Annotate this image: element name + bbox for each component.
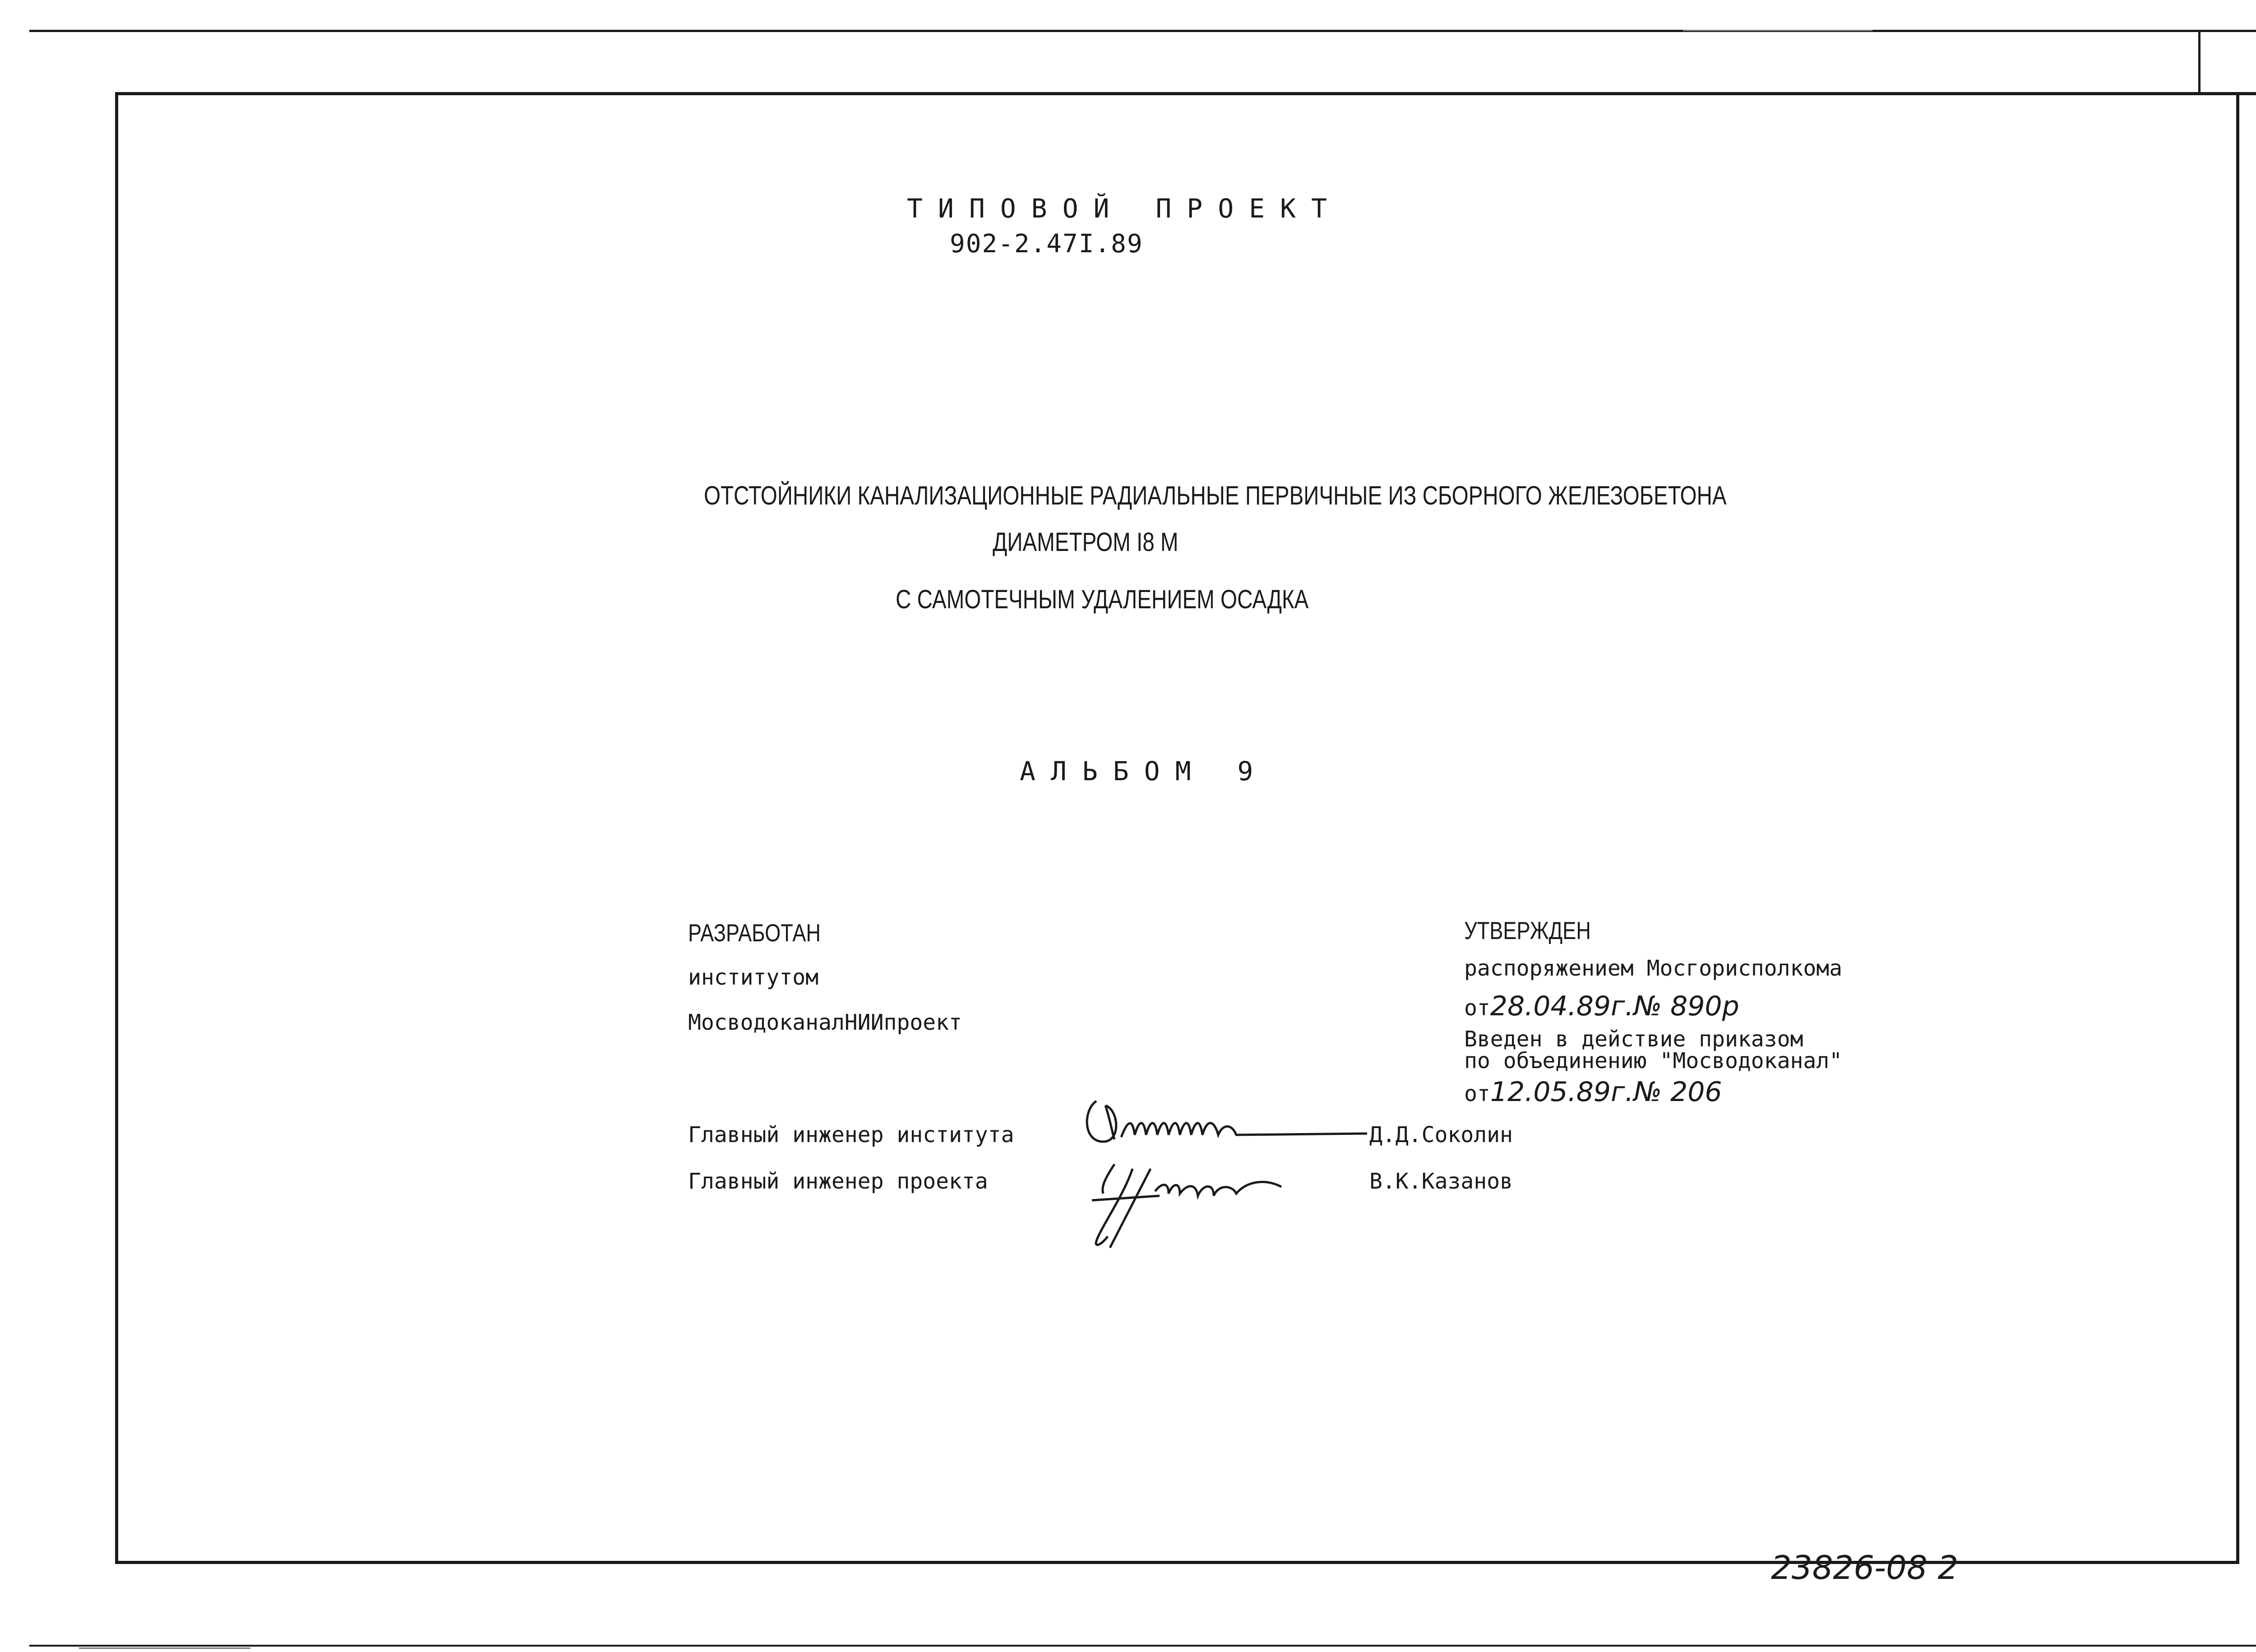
bottom-outer-line	[29, 1645, 2256, 1647]
enacted-organization-line: по объединению "Мосводоканал"	[1464, 1048, 1843, 1074]
document-type-title: ТИПОВОЙ ПРОЕКТ	[907, 193, 1342, 224]
developer-organization: МосводоканалНИИпроект	[688, 1010, 962, 1035]
chief-engineer-institute-name: Д.Д.Соколин	[1369, 1122, 1513, 1148]
frame-top-line	[115, 92, 2256, 95]
frame-left-line	[115, 92, 118, 1564]
approved-order-line: распоряжением Мосгорисполкома	[1464, 956, 1843, 981]
top-edge-mark	[1683, 30, 1872, 31]
approved-date-handwritten: 28.04.89г.№ 890р	[1490, 990, 1739, 1022]
enacted-line: Введен в действие приказом	[1464, 1027, 1803, 1052]
chief-engineer-project-name: В.К.Казанов	[1369, 1169, 1513, 1194]
project-number: 902-2.47I.89	[950, 229, 1143, 259]
enacted-date-prefix: от	[1464, 1081, 1490, 1106]
bottom-edge-mark	[79, 1647, 250, 1649]
chief-engineer-institute-label: Главный инженер института	[688, 1122, 1014, 1148]
approved-date-line	[1464, 990, 1739, 1022]
signature-sokolin	[1078, 1092, 1376, 1155]
top-border-line	[29, 30, 2256, 32]
enacted-date-line	[1464, 1076, 1722, 1108]
developed-heading: РАЗРАБОТАН	[688, 919, 821, 947]
main-title-line-1: ОТСТОЙНИКИ КАНАЛИЗАЦИОННЫЕ РАДИАЛЬНЫЕ ПЕРВИЧНЫЕ ИЗ СБОРНОГО ЖЕЛЕЗОБЕТОНА	[704, 481, 1727, 510]
signature-kazanov	[1083, 1151, 1318, 1254]
main-title-line-3: С САМОТЕЧНЫМ УДАЛЕНИЕМ ОСАДКА	[896, 585, 1309, 614]
approved-date-prefix: от	[1464, 995, 1490, 1021]
developed-by: институтом	[688, 965, 818, 990]
enacted-date-handwritten: 12.05.89г.№ 206	[1490, 1076, 1722, 1108]
album-label: АЛЬБОМ 9	[1020, 756, 1269, 787]
approved-heading: УТВЕРЖДЕН	[1464, 916, 1591, 944]
main-title-line-2: ДИАМЕТРОМ I8 М	[993, 528, 1179, 557]
frame-right-line	[2236, 92, 2239, 1564]
corner-stamp-line	[2198, 30, 2201, 92]
document-code: 23826-08 2	[1771, 1549, 1959, 1587]
chief-engineer-project-label: Главный инженер проекта	[688, 1169, 988, 1194]
